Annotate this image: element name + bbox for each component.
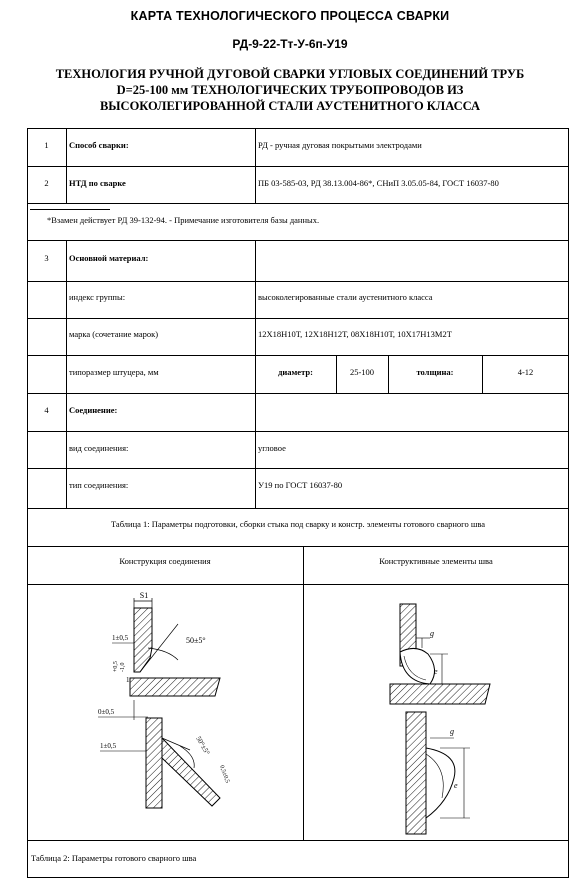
row-divider bbox=[27, 203, 569, 204]
col-divider bbox=[66, 240, 67, 508]
welding-method-value: РД - ручная дуговая покрытыми электродами bbox=[258, 140, 422, 150]
joint-kind-label: вид соединения: bbox=[69, 443, 129, 453]
joint-construction-drawing bbox=[90, 588, 290, 838]
gap-low-label: 1±0,5 bbox=[100, 742, 117, 750]
subtitle-line-1: ТЕХНОЛОГИЯ РУЧНОЙ ДУГОВОЙ СВАРКИ УГЛОВЫХ СОЕДИНЕНИЙ ТРУБ bbox=[55, 67, 525, 81]
group-index-label: индекс группы: bbox=[69, 292, 126, 302]
row-divider bbox=[27, 546, 569, 547]
row-divider bbox=[27, 240, 569, 241]
col-divider bbox=[66, 128, 67, 203]
diameter-label: диаметр: bbox=[278, 367, 313, 377]
gap-bottom-label: 0±0,5 bbox=[98, 708, 115, 716]
row-divider bbox=[27, 431, 569, 432]
row-number: 2 bbox=[44, 178, 49, 188]
s1-label: S1 bbox=[139, 591, 149, 600]
col-divider bbox=[303, 546, 304, 840]
table1-col-left: Конструкция соединения bbox=[119, 556, 211, 566]
row-divider bbox=[27, 281, 569, 282]
bevel-tolerance-mid: +0,5 bbox=[113, 661, 119, 672]
table1-caption: Таблица 1: Параметры подготовки, сборки стыка под сварку и констр. элементы готового сварного шва bbox=[110, 519, 486, 529]
base-material-label: Основной материал: bbox=[69, 253, 149, 263]
row-divider bbox=[27, 318, 569, 319]
joint-kind-value: угловое bbox=[258, 443, 286, 453]
welding-method-label: Способ сварки: bbox=[69, 140, 129, 150]
angle-low-label: 50°±5° bbox=[194, 735, 212, 757]
row-divider bbox=[27, 584, 569, 585]
row-divider bbox=[27, 468, 569, 469]
row-divider bbox=[27, 393, 569, 394]
document-title: КАРТА ТЕХНОЛОГИЧЕСКОГО ПРОЦЕССА СВАРКИ bbox=[130, 9, 450, 23]
document-code: РД-9-22-Тт-У-6п-У19 bbox=[232, 37, 348, 51]
joint-type-label: тип соединения: bbox=[69, 480, 129, 490]
table2-caption: Таблица 2: Параметры готового сварного шва bbox=[31, 853, 197, 863]
ntd-label: НТД по сварке bbox=[69, 178, 126, 188]
row-divider bbox=[27, 166, 569, 167]
subtitle-line-2: D=25-100 мм ТЕХНОЛОГИЧЕСКИХ ТРУБОПРОВОДОВ ИЗ bbox=[116, 83, 464, 97]
row-divider bbox=[27, 355, 569, 356]
weld-elements-drawing bbox=[330, 592, 510, 837]
subtitle-line-3: ВЫСОКОЛЕГИРОВАННОЙ СТАЛИ АУСТЕНИТНОГО КЛАССА bbox=[99, 99, 481, 113]
g-label-top: g bbox=[430, 629, 434, 638]
diameter-value: 25-100 bbox=[349, 367, 375, 377]
footnote: *Взамен действует РД 39-132-94. - Примечание изготовителя базы данных. bbox=[47, 215, 320, 225]
dim-low-label: 0,5±0,5 bbox=[218, 764, 231, 784]
bevel-angle-label: 50±5° bbox=[186, 636, 206, 645]
fitting-size-label: типоразмер штуцера, мм bbox=[69, 367, 159, 377]
group-index-value: высоколегированные стали аустенитного класса bbox=[258, 292, 433, 302]
g-label-bottom: g bbox=[450, 727, 454, 736]
bevel-tolerance-top: -1,0 bbox=[120, 662, 126, 672]
row-divider bbox=[27, 840, 569, 841]
row-divider bbox=[27, 508, 569, 509]
gap-top-label: 1±0,5 bbox=[112, 634, 129, 642]
steel-grade-label: марка (сочетание марок) bbox=[69, 329, 159, 339]
row-number: 1 bbox=[44, 140, 49, 150]
joint-type-value: У19 по ГОСТ 16037-80 bbox=[258, 480, 343, 490]
document-subtitle bbox=[0, 66, 580, 114]
col-divider bbox=[255, 128, 256, 203]
thickness-value: 4-12 bbox=[517, 367, 534, 377]
e-label-top: e bbox=[434, 667, 438, 676]
table1-col-right: Конструктивные элементы шва bbox=[379, 556, 493, 566]
steel-grade-value: 12Х18Н10Т, 12Х18Н12Т, 08Х18Н10Т, 10Х17Н13М2Т bbox=[258, 329, 452, 339]
row-number: 4 bbox=[44, 405, 49, 415]
e-label-bottom: e bbox=[454, 781, 458, 790]
row-number: 3 bbox=[44, 253, 49, 263]
footnote-rule bbox=[30, 209, 110, 210]
thickness-label: толщина: bbox=[416, 367, 454, 377]
bevel-root-label: 1 bbox=[126, 676, 130, 684]
ntd-value: ПБ 03-585-03, РД 38.13.004-86*, СНиП 3.05.05-84, ГОСТ 16037-80 bbox=[258, 178, 499, 188]
joint-label: Соединение: bbox=[69, 405, 118, 415]
